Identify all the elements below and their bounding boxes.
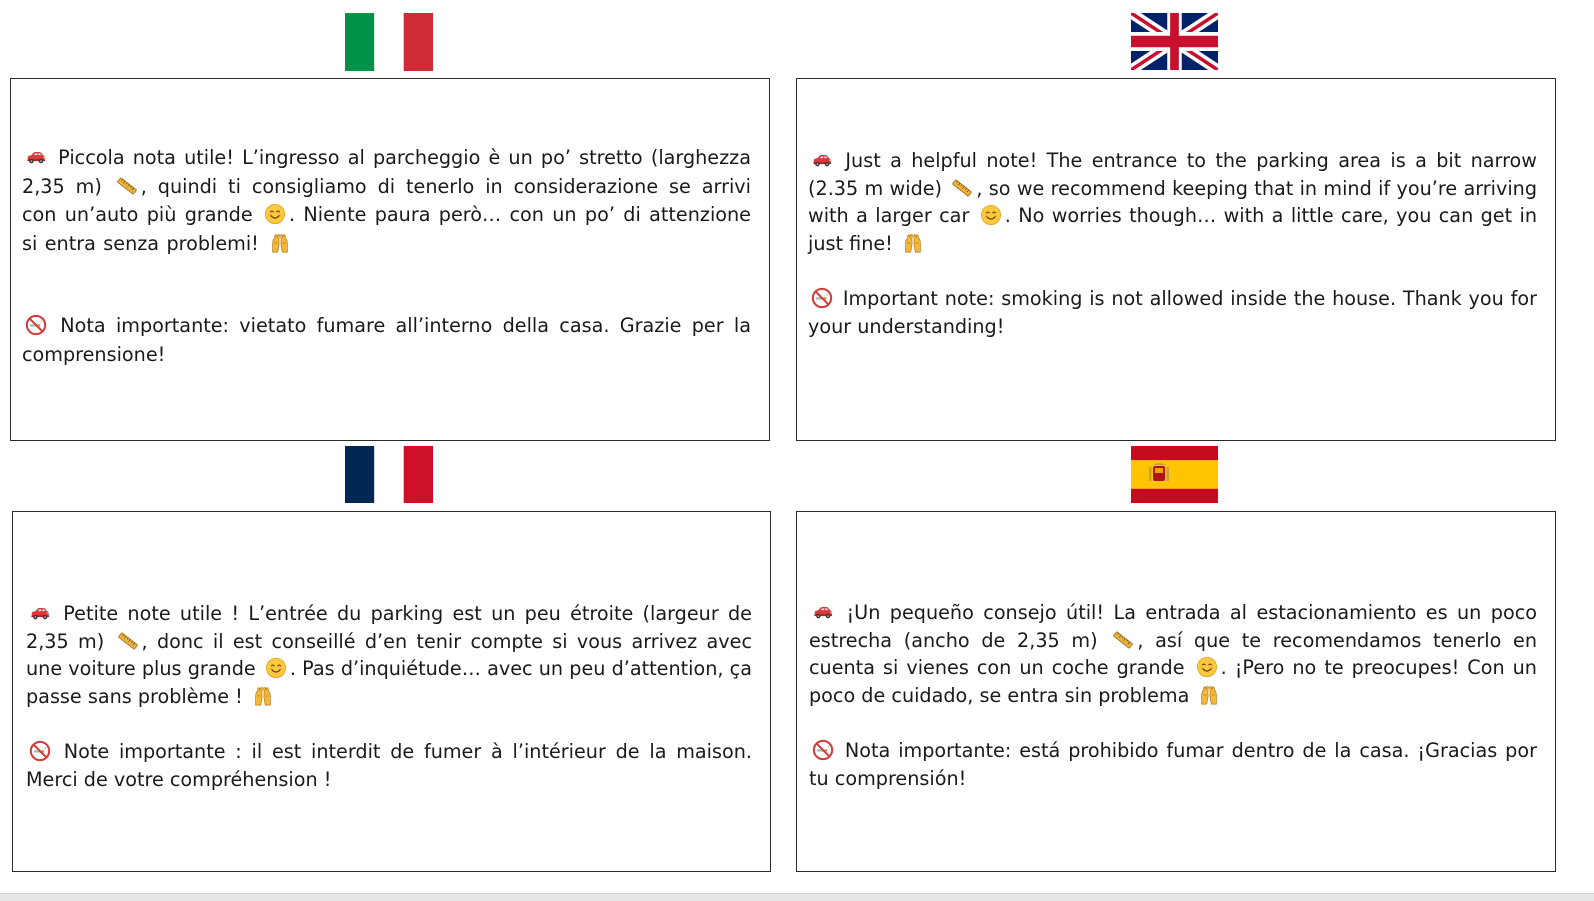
- no-smoking-icon: [811, 287, 833, 309]
- parking-text-part-2: , así que te recomendamos tenerlo en cuenta si vienes con un coche grande: [809, 628, 1537, 679]
- parking-text-part-2: , quindi ti consigliamo di tenerlo in considerazione se arrivi con un’auto più grande: [22, 174, 751, 226]
- parking-text-part-3: . Niente paura però… con un po’ di attenzione si entra senza problemi!: [22, 203, 751, 255]
- smoking-text: Important note: smoking is not allowed inside the house. Thank you for your understanding!: [808, 287, 1537, 338]
- ruler-icon: [1112, 629, 1134, 651]
- spain-flag-icon: [1131, 446, 1218, 503]
- no-smoking-icon: [25, 314, 47, 336]
- note-panel-french: [12, 511, 771, 872]
- raising-hands-icon: [269, 232, 291, 254]
- smiling-face-icon: [265, 657, 287, 679]
- raising-hands-icon: [1198, 684, 1220, 706]
- parking-note-french: [26, 600, 752, 710]
- smoking-text: Note importante : il est interdit de fumer à l’intérieur de la maison. Merci de votre compréhension !: [26, 740, 752, 791]
- parking-text-part-2: , so we recommend keeping that in mind if you’re arriving with a larger car: [808, 176, 1537, 227]
- smoking-note-english: [808, 285, 1537, 340]
- parking-text-part-3: . Pas d’inquiétude… avec un peu d’attention, ça passe sans problème !: [26, 657, 752, 708]
- ruler-icon: [116, 175, 138, 197]
- smiling-face-icon: [980, 204, 1002, 226]
- parking-text-part-1: Petite note utile ! L’entrée du parking est un peu étroite (largeur de 2,35 m): [26, 602, 752, 653]
- smiling-face-icon: [264, 203, 286, 225]
- note-panel-italian: [10, 78, 770, 441]
- car-icon: [25, 146, 47, 168]
- parking-text-part-3: . ¡Pero no te preocupes! Con un poco de cuidado, se entra sin problema: [809, 656, 1537, 707]
- raising-hands-icon: [902, 232, 924, 254]
- smoking-note-italian: [22, 312, 751, 369]
- parking-text-part-1: ¡Un pequeño consejo útil! La entrada al estacionamiento es un poco estrecha (ancho de 2,35 m): [809, 601, 1537, 652]
- no-smoking-icon: [812, 739, 834, 761]
- parking-text-part-2: , donc il est conseillé d’en tenir compte si vous arrivez avec une voiture plus grande: [26, 629, 753, 680]
- ruler-icon: [951, 177, 973, 199]
- smiling-face-icon: [1196, 656, 1218, 678]
- car-icon: [29, 602, 51, 624]
- smoking-note-french: [26, 738, 752, 793]
- no-smoking-icon: [29, 740, 51, 762]
- car-icon: [811, 149, 833, 171]
- raising-hands-icon: [252, 685, 274, 707]
- italy-flag-icon: [345, 13, 433, 71]
- parking-note-english: [808, 147, 1537, 257]
- france-flag-icon: [345, 446, 433, 503]
- smoking-note-spanish: [809, 737, 1537, 792]
- ruler-icon: [117, 630, 139, 652]
- parking-note-italian: [22, 144, 751, 258]
- parking-text-part-3: . No worries though… with a little care, you can get in just fine!: [808, 204, 1537, 255]
- uk-flag-icon: [1131, 13, 1218, 70]
- note-panel-spanish: [796, 511, 1556, 872]
- parking-note-spanish: [809, 599, 1537, 709]
- note-panel-english: [796, 78, 1556, 441]
- smoking-text: Nota importante: vietato fumare all’interno della casa. Grazie per la comprensione!: [22, 314, 751, 366]
- parking-text-part-1: Just a helpful note! The entrance to the parking area is a bit narrow (2.35 m wide): [808, 149, 1537, 200]
- parking-text-part-1: Piccola nota utile! L’ingresso al parcheggio è un po’ stretto (larghezza 2,35 m): [22, 146, 752, 198]
- car-icon: [812, 601, 834, 623]
- smoking-text: Nota importante: está prohibido fumar dentro de la casa. ¡Gracias por tu comprensión!: [809, 739, 1537, 790]
